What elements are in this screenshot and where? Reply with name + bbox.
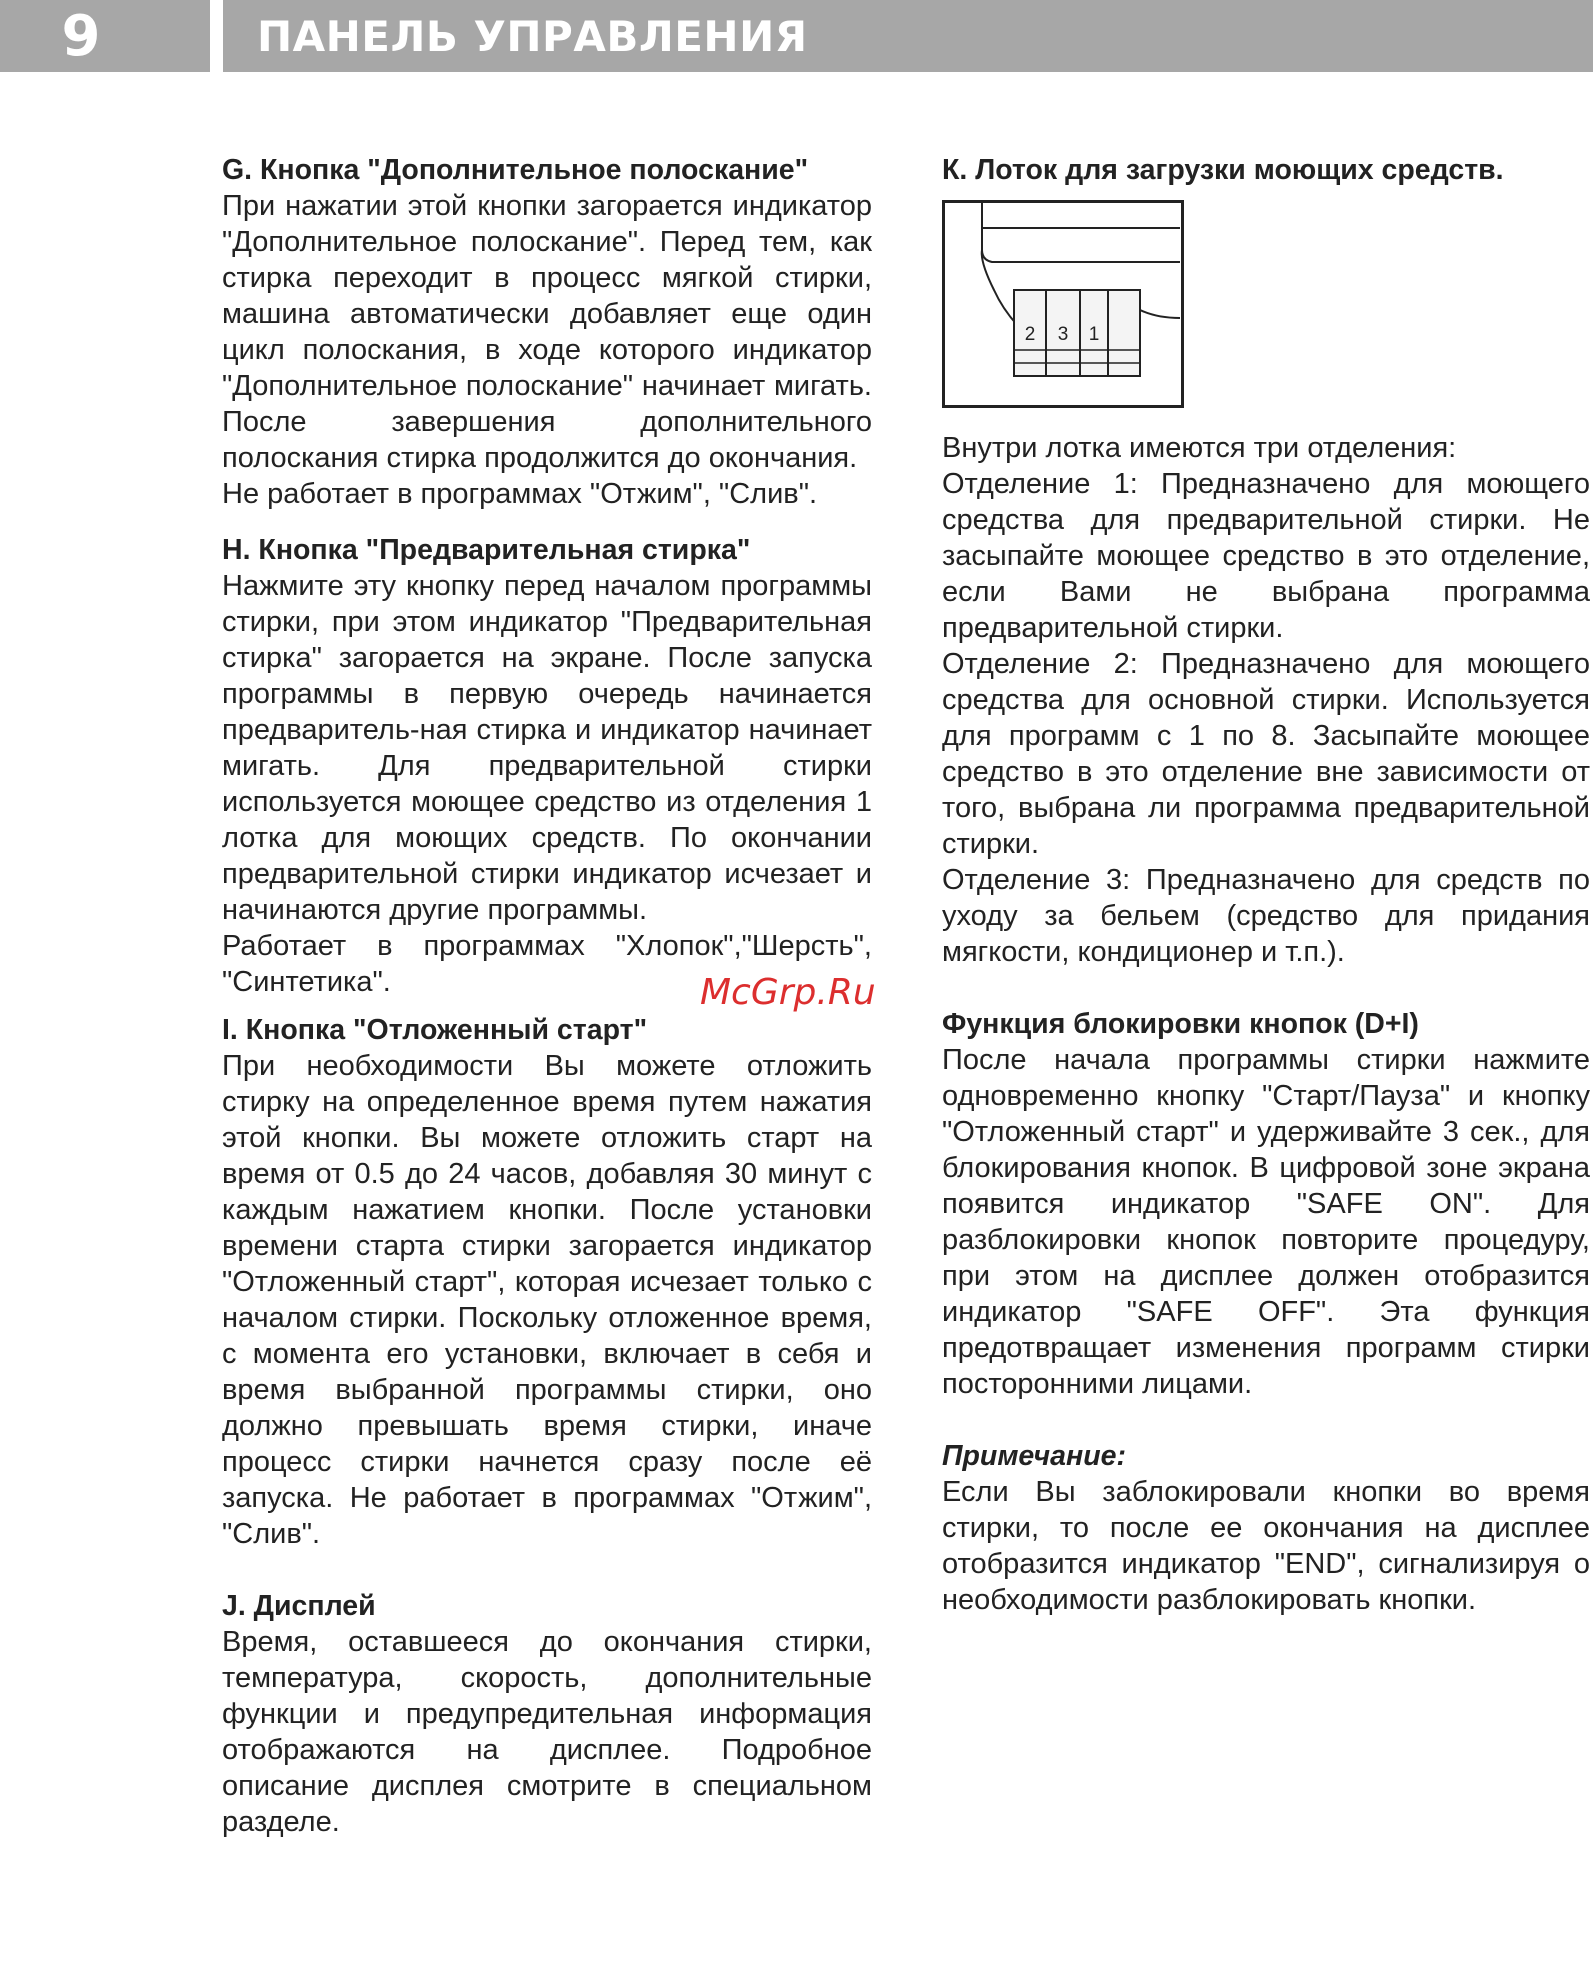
section-i-text: При необходимости Вы можете отложить стирку на определенное время путем нажатия этой кнопки. Вы можете отложить старт на время от 0.5 до 24 часов, добавляя 30 минут с каждым нажатием кнопки. После установки времени старта стирки загорается индикатор "Отложенный старт", которая исчезает только с началом стирки. Поскольку отложенное время, с момента его установки, включает в себя и время выбранной программы стирки, оно должно превышать время стирки, иначе процесс стирки начнется сразу после её запуска. Не работает в программах "Отжим", "Слив". [222, 1050, 872, 1550]
section-k-intro: Внутри лотка имеются три отделения: [942, 432, 1457, 464]
tray-label-3: 3 [1057, 324, 1069, 345]
section-j-title: J. Дисплей [222, 1590, 376, 1622]
tray-label-1: 1 [1088, 324, 1100, 345]
note-title: Примечание: [942, 1440, 1126, 1472]
section-k-compartment-2: Отделение 2: Предназначено для моющего средства для основной стирки. Используется для программ с 1 по 8. Засыпайте моющее средство в это отделение вне зависимости от того, выбрана ли программа предварительной стирки. [942, 648, 1590, 860]
right-column [942, 152, 1590, 1618]
page-number: 9 [0, 0, 210, 72]
section-g-note: Не работает в программах "Отжим", "Слив". [222, 478, 818, 510]
detergent-tray-diagram [942, 200, 1184, 408]
lock-function-text: После начала программы стирки нажмите одновременно кнопку "Старт/Пауза" и кнопку "Отложенный старт" и удерживайте 3 сек., для блокирования кнопок. В цифровой зоне экрана появится индикатор "SAFE ON". Для разблокировки кнопок повторите процедуру, при этом на дисплее должен отобразится индикатор "SAFE OFF". Эта функция предотвращает изменения программ стирки посторонними лицами. [942, 1044, 1590, 1400]
section-h-title: Н. Кнопка "Предварительная стирка" [222, 534, 751, 566]
section-h-note: Работает в программах "Хлопок","Шерсть", "Синтетика". [222, 930, 872, 998]
section-h-text: Нажмите эту кнопку перед началом программы стирки, при этом индикатор "Предварительная стирка" загорается на экране. После запуска программы в первую очередь начинается предваритель-ная стирка и индикатор начинает мигать. Для предварительной стирки используется моющее средство из отделения 1 лотка для моющих средств. По окончании предварительной стирки индикатор исчезает и начинаются другие программы. [222, 570, 872, 926]
section-j-text: Время, оставшееся до окончания стирки, температура, скорость, дополнительные функции и предупредительная информация отображаются на дисплее. Подробное описание дисплея смотрите в специальном разделе. [222, 1626, 872, 1838]
lock-function-title: Функция блокировки кнопок (D+I) [942, 1008, 1419, 1040]
section-k-title: К. Лоток для загрузки моющих средств. [942, 154, 1504, 186]
section-k-compartment-3: Отделение 3: Предназначено для средств по уходу за бельем (средство для придания мягкости, кондиционер и т.п.). [942, 864, 1590, 968]
watermark: McGrp.Ru [700, 972, 876, 1013]
tray-label-2: 2 [1024, 324, 1036, 345]
section-g-title: G. Кнопка "Дополнительное полоскание" [222, 154, 809, 186]
section-i-title: I. Кнопка "Отложенный старт" [222, 1014, 648, 1046]
section-g-text: При нажатии этой кнопки загорается индикатор "Дополнительное полоскание". Перед тем, как стирка переходит в процесс мягкой стирки, машина автоматически добавляет еще один цикл полоскания, в ходе которого индикатор "Дополнительное полоскание" начинает мигать. После завершения дополнительного полоскания стирка продолжится до окончания. [222, 190, 872, 474]
page-title: ПАНЕЛЬ УПРАВЛЕНИЯ [223, 0, 1593, 72]
section-k-compartment-1: Отделение 1: Предназначено для моющего средства для предварительной стирки. Не засыпайте моющее средство в это отделение, если Вами не выбрана программа предварительной стирки. [942, 468, 1590, 644]
note-text: Если Вы заблокировали кнопки во время стирки, то после ее окончания на дисплее отобразится индикатор "END", сигнализируя о необходимости разблокировать кнопки. [942, 1476, 1590, 1616]
